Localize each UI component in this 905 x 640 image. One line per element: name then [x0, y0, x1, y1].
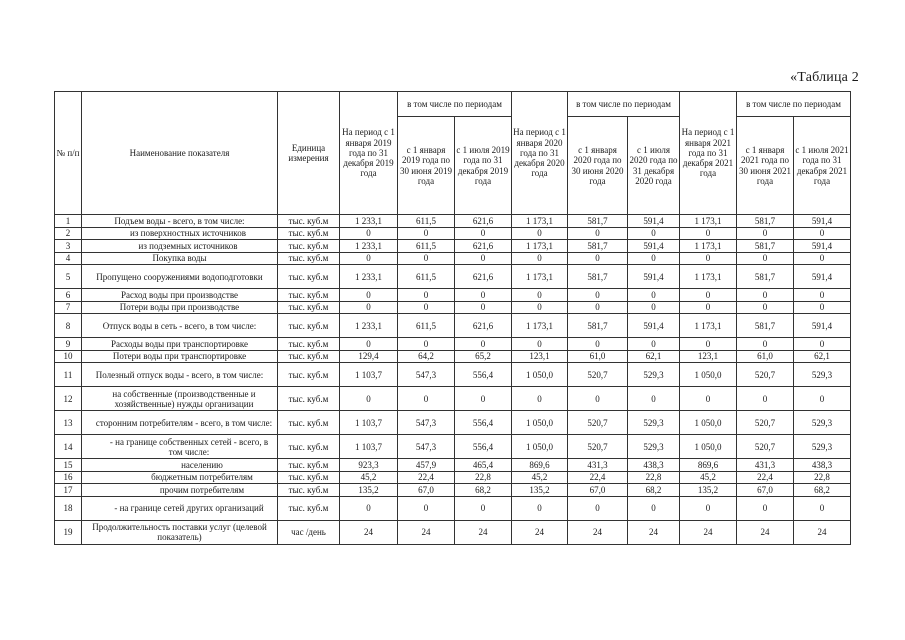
table-row [55, 484, 851, 497]
value-cell: 0 [680, 338, 737, 351]
row-number-cell: 1 [55, 215, 82, 228]
value-cell: 621,6 [455, 240, 512, 253]
value-cell: 0 [568, 289, 628, 302]
value-cell: 0 [680, 252, 737, 265]
row-number-cell: 7 [55, 301, 82, 314]
value-cell: 0 [737, 301, 794, 314]
value-cell: 591,4 [628, 314, 680, 338]
value-cell: 0 [512, 252, 568, 265]
indicator-name-cell: Пропущено сооружениями водоподготовки [82, 265, 278, 289]
value-cell: 581,7 [737, 265, 794, 289]
value-cell: 0 [568, 496, 628, 520]
unit-cell: час /день [278, 520, 340, 544]
value-cell: 0 [512, 289, 568, 302]
table-row [55, 338, 851, 351]
row-number-cell: 11 [55, 363, 82, 387]
value-cell: 581,7 [568, 265, 628, 289]
value-cell: 1 173,1 [512, 215, 568, 228]
header-h1-2021: с 1 января 2021 года по 30 июня 2021 года [737, 117, 794, 215]
row-number-cell: 15 [55, 459, 82, 472]
unit-cell: тыс. куб.м [278, 471, 340, 484]
value-cell: 1 233,1 [340, 314, 398, 338]
value-cell: 0 [340, 301, 398, 314]
header-h1-2019: с 1 января 2019 года по 30 июня 2019 года [398, 117, 455, 215]
value-cell: 0 [512, 338, 568, 351]
value-cell: 45,2 [512, 471, 568, 484]
indicator-name-cell: прочим потребителям [82, 484, 278, 497]
table-row [55, 520, 851, 544]
indicator-name-cell: - на границе сетей других организаций [82, 496, 278, 520]
value-cell: 1 103,7 [340, 411, 398, 435]
value-cell: 62,1 [628, 350, 680, 363]
indicator-name-cell: Потери воды при производстве [82, 301, 278, 314]
value-cell: 24 [628, 520, 680, 544]
value-cell: 1 173,1 [680, 314, 737, 338]
value-cell: 520,7 [568, 363, 628, 387]
value-cell: 24 [512, 520, 568, 544]
value-cell: 529,3 [628, 411, 680, 435]
value-cell: 520,7 [568, 411, 628, 435]
header-sub-2019: в том числе по периодам [398, 92, 512, 117]
value-cell: 1 173,1 [512, 240, 568, 253]
table-row [55, 289, 851, 302]
value-cell: 0 [455, 496, 512, 520]
table-row [55, 240, 851, 253]
value-cell: 591,4 [794, 215, 851, 228]
value-cell: 24 [455, 520, 512, 544]
value-cell: 0 [568, 338, 628, 351]
value-cell: 1 050,0 [512, 435, 568, 459]
unit-cell: тыс. куб.м [278, 459, 340, 472]
row-number-cell: 12 [55, 387, 82, 411]
value-cell: 24 [794, 520, 851, 544]
header-h2-2019: с 1 июля 2019 года по 31 декабря 2019 года [455, 117, 512, 215]
table-caption: «Таблица 2 [790, 70, 859, 85]
row-number-cell: 14 [55, 435, 82, 459]
value-cell: 621,6 [455, 215, 512, 228]
value-cell: 0 [628, 496, 680, 520]
indicator-name-cell: на собственные (производственные и хозяйственные) нужды организации [82, 387, 278, 411]
value-cell: 1 103,7 [340, 435, 398, 459]
header-name: Наименование показателя [82, 92, 278, 215]
value-cell: 869,6 [680, 459, 737, 472]
indicator-name-cell: населению [82, 459, 278, 472]
value-cell: 611,5 [398, 265, 455, 289]
unit-cell: тыс. куб.м [278, 240, 340, 253]
indicator-name-cell: сторонним потребителям - всего, в том числе: [82, 411, 278, 435]
unit-cell: тыс. куб.м [278, 289, 340, 302]
value-cell: 0 [737, 496, 794, 520]
value-cell: 529,3 [628, 363, 680, 387]
indicator-name-cell: Полезный отпуск воды - всего, в том числе: [82, 363, 278, 387]
table-row [55, 350, 851, 363]
value-cell: 22,8 [455, 471, 512, 484]
value-cell: 1 050,0 [512, 411, 568, 435]
value-cell: 581,7 [737, 314, 794, 338]
value-cell: 869,6 [512, 459, 568, 472]
value-cell: 529,3 [794, 363, 851, 387]
value-cell: 0 [398, 387, 455, 411]
unit-cell: тыс. куб.м [278, 338, 340, 351]
indicator-name-cell: Покупка воды [82, 252, 278, 265]
value-cell: 0 [398, 289, 455, 302]
value-cell: 611,5 [398, 314, 455, 338]
value-cell: 0 [512, 227, 568, 240]
value-cell: 24 [568, 520, 628, 544]
header-sub-2021: в том числе по периодам [737, 92, 851, 117]
table-row [55, 227, 851, 240]
unit-cell: тыс. куб.м [278, 496, 340, 520]
table-row [55, 411, 851, 435]
value-cell: 68,2 [628, 484, 680, 497]
row-number-cell: 4 [55, 252, 82, 265]
value-cell: 0 [737, 387, 794, 411]
value-cell: 1 173,1 [512, 265, 568, 289]
value-cell: 457,9 [398, 459, 455, 472]
value-cell: 1 173,1 [680, 240, 737, 253]
indicator-name-cell: Расходы воды при транспортировке [82, 338, 278, 351]
value-cell: 24 [680, 520, 737, 544]
value-cell: 0 [340, 289, 398, 302]
value-cell: 0 [340, 338, 398, 351]
table-row [55, 435, 851, 459]
value-cell: 0 [340, 387, 398, 411]
value-cell: 0 [398, 338, 455, 351]
table-row [55, 252, 851, 265]
header-total-2019: На период с 1 января 2019 года по 31 декабря 2019 года [340, 92, 398, 215]
table-row [55, 471, 851, 484]
unit-cell: тыс. куб.м [278, 411, 340, 435]
value-cell: 556,4 [455, 411, 512, 435]
value-cell: 0 [455, 227, 512, 240]
value-cell: 556,4 [455, 435, 512, 459]
value-cell: 591,4 [628, 265, 680, 289]
value-cell: 591,4 [628, 215, 680, 228]
value-cell: 22,4 [737, 471, 794, 484]
row-number-cell: 16 [55, 471, 82, 484]
value-cell: 0 [512, 387, 568, 411]
value-cell: 581,7 [568, 215, 628, 228]
indicator-name-cell: Расход воды при производстве [82, 289, 278, 302]
value-cell: 0 [737, 252, 794, 265]
value-cell: 0 [737, 338, 794, 351]
value-cell: 22,4 [568, 471, 628, 484]
row-number-cell: 8 [55, 314, 82, 338]
value-cell: 22,8 [628, 471, 680, 484]
value-cell: 0 [628, 227, 680, 240]
row-number-cell: 10 [55, 350, 82, 363]
value-cell: 0 [398, 227, 455, 240]
value-cell: 0 [628, 338, 680, 351]
unit-cell: тыс. куб.м [278, 387, 340, 411]
header-unit: Единица измерения [278, 92, 340, 215]
value-cell: 431,3 [568, 459, 628, 472]
value-cell: 0 [794, 338, 851, 351]
table-header [55, 92, 851, 215]
value-cell: 1 233,1 [340, 240, 398, 253]
value-cell: 0 [398, 301, 455, 314]
table-row [55, 265, 851, 289]
header-no: № п/п [55, 92, 82, 215]
value-cell: 45,2 [340, 471, 398, 484]
value-cell: 67,0 [737, 484, 794, 497]
header-h2-2021: с 1 июля 2021 года по 31 декабря 2021 года [794, 117, 851, 215]
table-row [55, 459, 851, 472]
value-cell: 0 [737, 289, 794, 302]
indicator-name-cell: Потери воды при транспортировке [82, 350, 278, 363]
value-cell: 465,4 [455, 459, 512, 472]
row-number-cell: 3 [55, 240, 82, 253]
unit-cell: тыс. куб.м [278, 363, 340, 387]
value-cell: 0 [512, 301, 568, 314]
indicator-name-cell: из поверхностных источников [82, 227, 278, 240]
value-cell: 1 050,0 [680, 435, 737, 459]
row-number-cell: 18 [55, 496, 82, 520]
value-cell: 520,7 [737, 435, 794, 459]
unit-cell: тыс. куб.м [278, 314, 340, 338]
unit-cell: тыс. куб.м [278, 435, 340, 459]
indicator-name-cell: Подъем воды - всего, в том числе: [82, 215, 278, 228]
indicator-name-cell: - на границе собственных сетей - всего, в том числе: [82, 435, 278, 459]
value-cell: 0 [455, 301, 512, 314]
unit-cell: тыс. куб.м [278, 350, 340, 363]
value-cell: 65,2 [455, 350, 512, 363]
value-cell: 67,0 [398, 484, 455, 497]
value-cell: 591,4 [794, 240, 851, 253]
value-cell: 0 [794, 387, 851, 411]
unit-cell: тыс. куб.м [278, 484, 340, 497]
value-cell: 0 [680, 227, 737, 240]
value-cell: 0 [455, 387, 512, 411]
value-cell: 0 [680, 387, 737, 411]
header-h1-2020: с 1 января 2020 года по 30 июня 2020 года [568, 117, 628, 215]
value-cell: 520,7 [568, 435, 628, 459]
value-cell: 529,3 [794, 435, 851, 459]
indicator-name-cell: из подземных источников [82, 240, 278, 253]
value-cell: 0 [568, 227, 628, 240]
value-cell: 135,2 [340, 484, 398, 497]
row-number-cell: 9 [55, 338, 82, 351]
value-cell: 0 [680, 301, 737, 314]
row-number-cell: 5 [55, 265, 82, 289]
table-row [55, 363, 851, 387]
value-cell: 1 233,1 [340, 265, 398, 289]
value-cell: 123,1 [512, 350, 568, 363]
header-total-2020: На период с 1 января 2020 года по 31 декабря 2020 года [512, 92, 568, 215]
indicator-name-cell: Отпуск воды в сеть - всего, в том числе: [82, 314, 278, 338]
value-cell: 129,4 [340, 350, 398, 363]
value-cell: 0 [794, 301, 851, 314]
value-cell: 1 173,1 [680, 215, 737, 228]
value-cell: 0 [398, 252, 455, 265]
unit-cell: тыс. куб.м [278, 227, 340, 240]
value-cell: 581,7 [568, 240, 628, 253]
row-number-cell: 13 [55, 411, 82, 435]
value-cell: 0 [568, 387, 628, 411]
header-total-2021: На период с 1 января 2021 года по 31 декабря 2021 года [680, 92, 737, 215]
value-cell: 1 050,0 [512, 363, 568, 387]
unit-cell: тыс. куб.м [278, 301, 340, 314]
value-cell: 611,5 [398, 215, 455, 228]
value-cell: 0 [680, 496, 737, 520]
value-cell: 0 [340, 252, 398, 265]
value-cell: 0 [398, 496, 455, 520]
value-cell: 1 050,0 [680, 411, 737, 435]
value-cell: 529,3 [794, 411, 851, 435]
value-cell: 68,2 [455, 484, 512, 497]
value-cell: 591,4 [628, 240, 680, 253]
value-cell: 547,3 [398, 411, 455, 435]
table-body [55, 215, 851, 545]
value-cell: 1 050,0 [680, 363, 737, 387]
row-number-cell: 6 [55, 289, 82, 302]
value-cell: 0 [455, 338, 512, 351]
value-cell: 611,5 [398, 240, 455, 253]
value-cell: 581,7 [737, 215, 794, 228]
value-cell: 923,3 [340, 459, 398, 472]
value-cell: 123,1 [680, 350, 737, 363]
header-h2-2020: с 1 июля 2020 года по 31 декабря 2020 года [628, 117, 680, 215]
header-sub-2020: в том числе по периодам [568, 92, 680, 117]
value-cell: 591,4 [794, 265, 851, 289]
value-cell: 45,2 [680, 471, 737, 484]
table-row [55, 301, 851, 314]
value-cell: 24 [398, 520, 455, 544]
value-cell: 1 173,1 [680, 265, 737, 289]
row-number-cell: 2 [55, 227, 82, 240]
row-number-cell: 19 [55, 520, 82, 544]
value-cell: 22,4 [398, 471, 455, 484]
value-cell: 1 173,1 [512, 314, 568, 338]
value-cell: 0 [737, 227, 794, 240]
value-cell: 0 [512, 496, 568, 520]
value-cell: 621,6 [455, 314, 512, 338]
value-cell: 24 [737, 520, 794, 544]
value-cell: 547,3 [398, 435, 455, 459]
value-cell: 621,6 [455, 265, 512, 289]
value-cell: 581,7 [737, 240, 794, 253]
value-cell: 0 [568, 252, 628, 265]
value-cell: 1 103,7 [340, 363, 398, 387]
value-cell: 438,3 [628, 459, 680, 472]
row-number-cell: 17 [55, 484, 82, 497]
value-cell: 1 233,1 [340, 215, 398, 228]
value-cell: 61,0 [568, 350, 628, 363]
value-cell: 556,4 [455, 363, 512, 387]
value-cell: 0 [455, 252, 512, 265]
water-balance-table [54, 91, 851, 545]
unit-cell: тыс. куб.м [278, 265, 340, 289]
value-cell: 520,7 [737, 411, 794, 435]
unit-cell: тыс. куб.м [278, 252, 340, 265]
value-cell: 135,2 [680, 484, 737, 497]
value-cell: 0 [455, 289, 512, 302]
value-cell: 547,3 [398, 363, 455, 387]
value-cell: 431,3 [737, 459, 794, 472]
value-cell: 0 [628, 301, 680, 314]
value-cell: 520,7 [737, 363, 794, 387]
value-cell: 0 [628, 252, 680, 265]
table-row [55, 314, 851, 338]
value-cell: 135,2 [512, 484, 568, 497]
value-cell: 0 [794, 252, 851, 265]
value-cell: 581,7 [568, 314, 628, 338]
value-cell: 64,2 [398, 350, 455, 363]
value-cell: 0 [628, 289, 680, 302]
value-cell: 0 [794, 227, 851, 240]
value-cell: 0 [794, 289, 851, 302]
value-cell: 61,0 [737, 350, 794, 363]
table-row [55, 387, 851, 411]
value-cell: 24 [340, 520, 398, 544]
indicator-name-cell: Продолжительность поставки услуг (целевой показатель) [82, 520, 278, 544]
value-cell: 67,0 [568, 484, 628, 497]
indicator-name-cell: бюджетным потребителям [82, 471, 278, 484]
value-cell: 529,3 [628, 435, 680, 459]
value-cell: 0 [680, 289, 737, 302]
value-cell: 0 [340, 496, 398, 520]
value-cell: 0 [628, 387, 680, 411]
value-cell: 591,4 [794, 314, 851, 338]
value-cell: 0 [568, 301, 628, 314]
value-cell: 22,8 [794, 471, 851, 484]
table-row [55, 496, 851, 520]
table-row [55, 215, 851, 228]
unit-cell: тыс. куб.м [278, 215, 340, 228]
value-cell: 0 [340, 227, 398, 240]
value-cell: 438,3 [794, 459, 851, 472]
value-cell: 62,1 [794, 350, 851, 363]
value-cell: 0 [794, 496, 851, 520]
value-cell: 68,2 [794, 484, 851, 497]
